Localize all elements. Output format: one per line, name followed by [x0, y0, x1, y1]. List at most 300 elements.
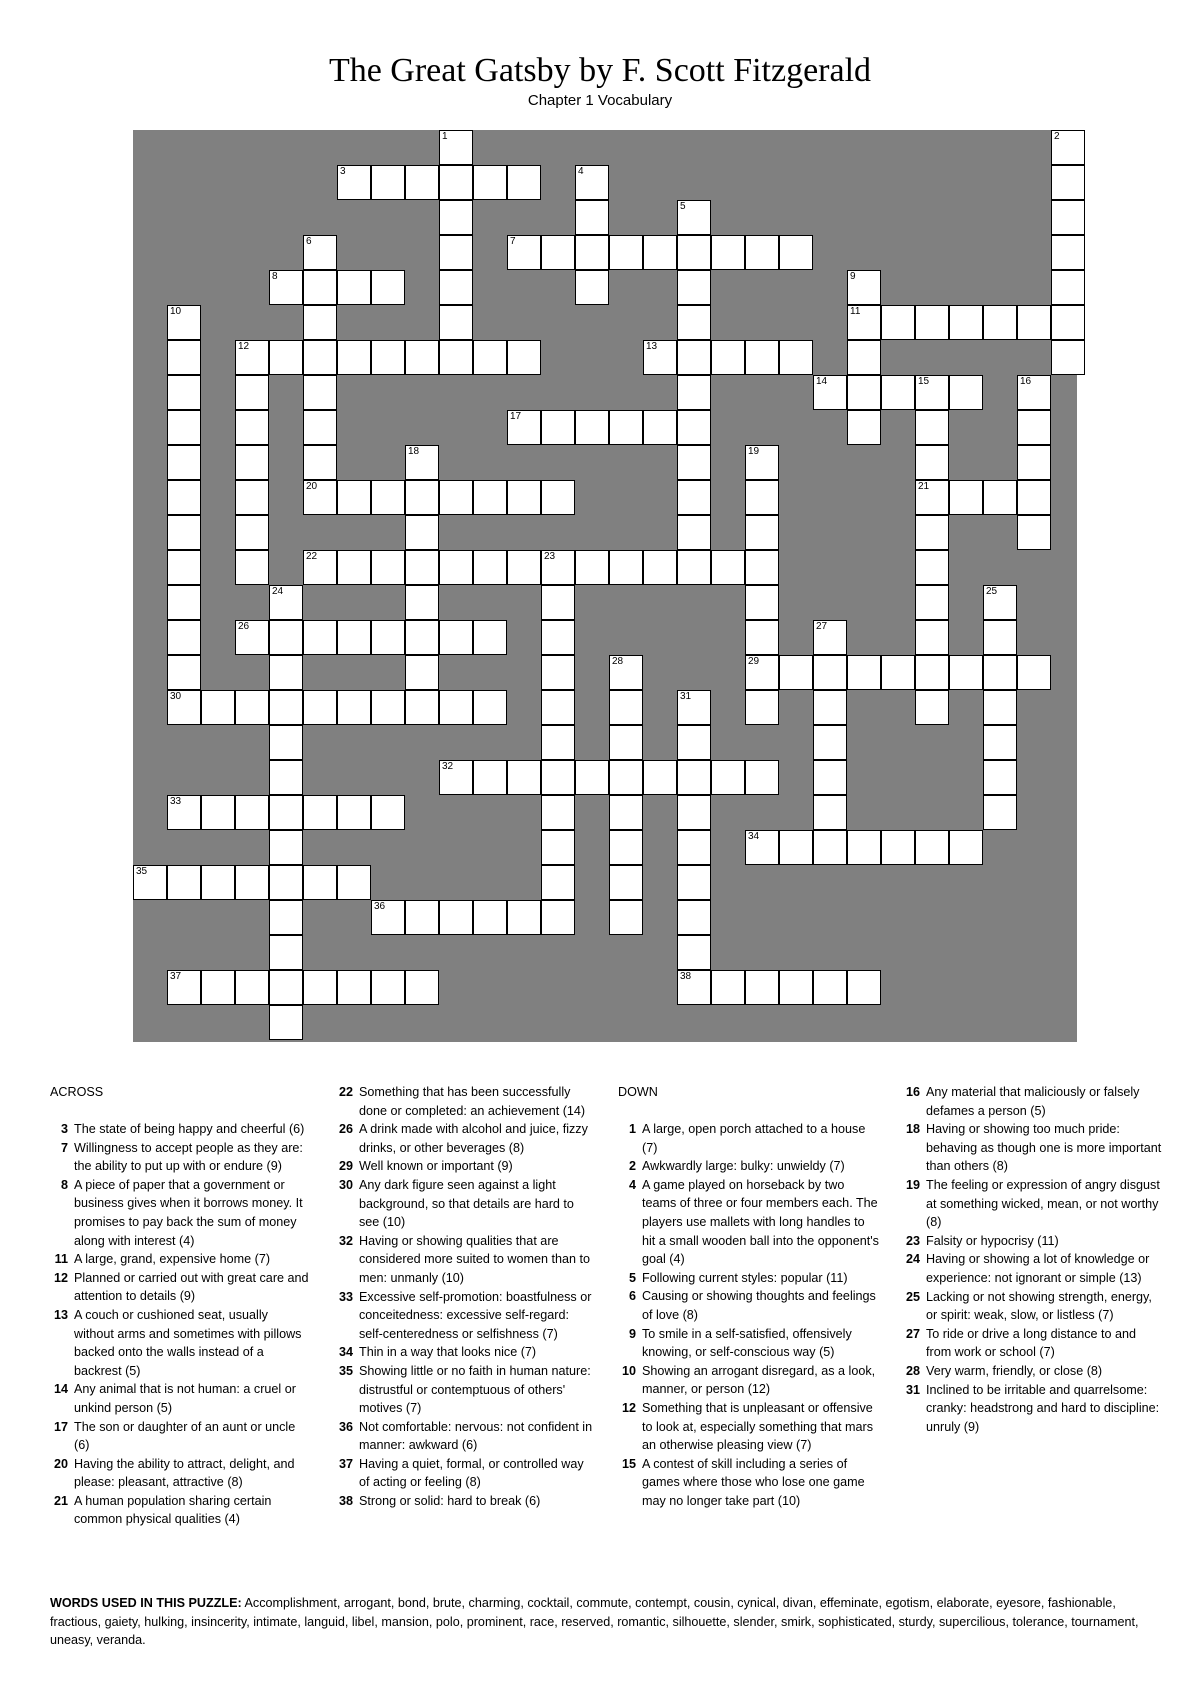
clue-text: A large, open porch attached to a house (7)	[642, 1122, 866, 1155]
grid-cell[interactable]	[711, 550, 745, 585]
grid-cell[interactable]	[507, 410, 541, 445]
grid-cell[interactable]	[915, 830, 949, 865]
grid-cell[interactable]	[779, 235, 813, 270]
grid-cell[interactable]	[1017, 375, 1051, 410]
grid-cell[interactable]	[167, 970, 201, 1005]
grid-cell[interactable]	[405, 690, 439, 725]
grid-cell[interactable]	[235, 865, 269, 900]
grid-cell[interactable]	[337, 340, 371, 375]
grid-cell[interactable]	[235, 970, 269, 1005]
grid-cell[interactable]	[983, 620, 1017, 655]
grid-cell[interactable]	[847, 270, 881, 305]
grid-cell[interactable]	[915, 445, 949, 480]
grid-cell[interactable]	[371, 620, 405, 655]
cell-number: 4	[578, 166, 584, 177]
grid-cell[interactable]	[167, 655, 201, 690]
grid-cell[interactable]	[1051, 200, 1085, 235]
grid-cell[interactable]	[1051, 270, 1085, 305]
grid-cell[interactable]	[269, 865, 303, 900]
grid-cell[interactable]	[915, 690, 949, 725]
grid-cell[interactable]	[609, 900, 643, 935]
grid-cell[interactable]	[677, 410, 711, 445]
grid-cell[interactable]	[269, 900, 303, 935]
grid-cell[interactable]	[949, 830, 983, 865]
grid-cell[interactable]	[303, 690, 337, 725]
grid-cell[interactable]	[813, 620, 847, 655]
grid-cell[interactable]	[575, 165, 609, 200]
grid-cell[interactable]	[643, 760, 677, 795]
grid-cell[interactable]	[677, 900, 711, 935]
clue-text: Excessive self-promotion: boastfulness or conceitedness: excessive self-regard: self-centeredness or selfishness (7)	[359, 1289, 592, 1341]
grid-cell[interactable]	[745, 235, 779, 270]
grid-cell[interactable]	[303, 270, 337, 305]
grid-cell[interactable]	[235, 410, 269, 445]
grid-cell[interactable]	[337, 480, 371, 515]
grid-cell[interactable]	[371, 795, 405, 830]
grid-cell[interactable]	[677, 235, 711, 270]
grid-cell[interactable]	[405, 585, 439, 620]
grid-cell[interactable]	[677, 445, 711, 480]
grid-cell[interactable]	[677, 200, 711, 235]
grid-cell[interactable]	[167, 620, 201, 655]
clue-number: 33	[338, 1289, 353, 1304]
grid-cell[interactable]	[847, 340, 881, 375]
grid-cell[interactable]	[881, 305, 915, 340]
grid-cell[interactable]	[609, 655, 643, 690]
grid-cell[interactable]	[473, 550, 507, 585]
grid-cell[interactable]	[677, 795, 711, 830]
grid-cell[interactable]	[439, 340, 473, 375]
grid-cell[interactable]	[303, 235, 337, 270]
grid-cell[interactable]	[167, 480, 201, 515]
cell-number: 7	[510, 236, 516, 247]
grid-cell[interactable]	[1017, 655, 1051, 690]
grid-cell[interactable]	[405, 340, 439, 375]
grid-cell[interactable]	[677, 830, 711, 865]
cell-number: 11	[850, 306, 861, 317]
grid-cell[interactable]	[745, 655, 779, 690]
grid-cell[interactable]	[439, 900, 473, 935]
grid-cell[interactable]	[915, 375, 949, 410]
grid-cell[interactable]	[303, 480, 337, 515]
clue-number: 25	[905, 1289, 920, 1304]
grid-cell[interactable]	[745, 445, 779, 480]
grid-cell[interactable]	[745, 830, 779, 865]
grid-cell[interactable]	[269, 690, 303, 725]
grid-cell[interactable]	[439, 130, 473, 165]
down-heading: DOWN	[618, 1085, 658, 1099]
grid-cell[interactable]	[779, 970, 813, 1005]
clue-text: Any material that maliciously or falsely defames a person (5)	[926, 1085, 1140, 1118]
grid-cell[interactable]	[949, 655, 983, 690]
grid-cell[interactable]	[405, 480, 439, 515]
across-heading: ACROSS	[50, 1085, 104, 1099]
grid-cell[interactable]	[269, 970, 303, 1005]
word-bank-list: Accomplishment, arrogant, bond, brute, charming, cocktail, commute, contempt, cousin, cynical, divan, effeminate, egotism, elaborate, eyesore, fashionable, fractious, gaiety, hulking, insincerity, intimate, languid, libel, mansion, polo, prominent, race, reserved, romantic, silhouette, slender, smirk, sophisticated, sturdy, supercilious, tolerance, tournament, uneasy, veranda.	[50, 1596, 1139, 1648]
grid-cell[interactable]	[745, 760, 779, 795]
across-clue	[335, 1232, 595, 1288]
grid-cell[interactable]	[167, 515, 201, 550]
grid-cell[interactable]	[269, 340, 303, 375]
grid-cell[interactable]	[541, 830, 575, 865]
grid-cell[interactable]	[269, 760, 303, 795]
grid-cell[interactable]	[371, 480, 405, 515]
grid-cell[interactable]	[847, 970, 881, 1005]
grid-cell[interactable]	[983, 480, 1017, 515]
grid-cell[interactable]	[473, 900, 507, 935]
cell-number: 25	[986, 586, 998, 597]
across-clue	[50, 1492, 310, 1529]
grid-cell[interactable]	[541, 620, 575, 655]
grid-cell[interactable]	[609, 690, 643, 725]
grid-cell[interactable]	[915, 515, 949, 550]
across-clue	[335, 1120, 595, 1157]
grid-cell[interactable]	[609, 795, 643, 830]
grid-cell[interactable]	[983, 690, 1017, 725]
grid-cell[interactable]	[269, 830, 303, 865]
grid-cell[interactable]	[711, 760, 745, 795]
grid-cell[interactable]	[541, 760, 575, 795]
grid-cell[interactable]	[235, 375, 269, 410]
grid-cell[interactable]	[575, 200, 609, 235]
grid-cell[interactable]	[711, 340, 745, 375]
grid-cell[interactable]	[541, 795, 575, 830]
grid-cell[interactable]	[167, 690, 201, 725]
grid-cell[interactable]	[303, 620, 337, 655]
cell-number: 26	[238, 621, 250, 632]
grid-cell[interactable]	[677, 305, 711, 340]
grid-cell[interactable]	[473, 165, 507, 200]
down-clue	[618, 1362, 880, 1399]
grid-cell[interactable]	[711, 970, 745, 1005]
grid-cell[interactable]	[541, 690, 575, 725]
across-clue	[50, 1418, 310, 1455]
grid-cell[interactable]	[337, 620, 371, 655]
grid-cell[interactable]	[303, 410, 337, 445]
grid-cell[interactable]	[507, 165, 541, 200]
grid-cell[interactable]	[269, 725, 303, 760]
grid-cell[interactable]	[269, 1005, 303, 1040]
grid-cell[interactable]	[915, 550, 949, 585]
grid-cell[interactable]	[541, 900, 575, 935]
grid-cell[interactable]	[303, 865, 337, 900]
grid-cell[interactable]	[439, 200, 473, 235]
grid-cell[interactable]	[337, 970, 371, 1005]
grid-cell[interactable]	[983, 760, 1017, 795]
grid-cell[interactable]	[745, 550, 779, 585]
grid-cell[interactable]	[439, 270, 473, 305]
grid-cell[interactable]	[813, 375, 847, 410]
grid-cell[interactable]	[643, 410, 677, 445]
grid-cell[interactable]	[983, 585, 1017, 620]
grid-cell[interactable]	[439, 305, 473, 340]
grid-cell[interactable]	[949, 480, 983, 515]
grid-cell[interactable]	[405, 970, 439, 1005]
grid-cell[interactable]	[541, 235, 575, 270]
grid-cell[interactable]	[371, 970, 405, 1005]
grid-cell[interactable]	[405, 900, 439, 935]
clue-number: 24	[905, 1252, 920, 1267]
grid-cell[interactable]	[167, 795, 201, 830]
grid-cell[interactable]	[405, 550, 439, 585]
grid-cell[interactable]	[813, 795, 847, 830]
grid-cell[interactable]	[643, 550, 677, 585]
grid-cell[interactable]	[167, 550, 201, 585]
grid-cell[interactable]	[779, 655, 813, 690]
grid-cell[interactable]	[847, 375, 881, 410]
grid-cell[interactable]	[269, 795, 303, 830]
grid-cell[interactable]	[167, 410, 201, 445]
grid-cell[interactable]	[337, 165, 371, 200]
grid-cell[interactable]	[541, 585, 575, 620]
grid-cell[interactable]	[167, 375, 201, 410]
grid-cell[interactable]	[915, 655, 949, 690]
down-clue	[902, 1083, 1164, 1120]
grid-cell[interactable]	[439, 760, 473, 795]
grid-cell[interactable]	[1017, 445, 1051, 480]
grid-cell[interactable]	[167, 865, 201, 900]
grid-cell[interactable]	[269, 620, 303, 655]
grid-cell[interactable]	[779, 340, 813, 375]
grid-cell[interactable]	[371, 550, 405, 585]
grid-cell[interactable]	[847, 830, 881, 865]
grid-cell[interactable]	[439, 480, 473, 515]
grid-cell[interactable]	[201, 690, 235, 725]
grid-cell[interactable]	[609, 760, 643, 795]
grid-cell[interactable]	[541, 410, 575, 445]
grid-cell[interactable]	[371, 270, 405, 305]
grid-cell[interactable]	[541, 725, 575, 760]
grid-cell[interactable]	[303, 375, 337, 410]
grid-cell[interactable]	[1051, 235, 1085, 270]
grid-cell[interactable]	[167, 305, 201, 340]
grid-cell[interactable]	[405, 445, 439, 480]
grid-cell[interactable]	[609, 235, 643, 270]
grid-cell[interactable]	[167, 445, 201, 480]
grid-cell[interactable]	[201, 865, 235, 900]
grid-cell[interactable]	[813, 690, 847, 725]
cell-number: 10	[170, 306, 182, 317]
grid-cell[interactable]	[677, 340, 711, 375]
grid-cell[interactable]	[303, 445, 337, 480]
grid-cell[interactable]	[167, 340, 201, 375]
grid-cell[interactable]	[677, 480, 711, 515]
grid-cell[interactable]	[303, 340, 337, 375]
grid-cell[interactable]	[405, 165, 439, 200]
grid-cell[interactable]	[643, 340, 677, 375]
grid-cell[interactable]	[575, 235, 609, 270]
grid-cell[interactable]	[541, 655, 575, 690]
grid-cell[interactable]	[609, 865, 643, 900]
grid-cell[interactable]	[949, 305, 983, 340]
grid-cell[interactable]	[881, 830, 915, 865]
grid-cell[interactable]	[201, 970, 235, 1005]
cell-number: 18	[408, 446, 420, 457]
grid-cell[interactable]	[337, 550, 371, 585]
cell-number: 37	[170, 971, 182, 982]
grid-cell[interactable]	[473, 480, 507, 515]
grid-cell[interactable]	[779, 830, 813, 865]
grid-cell[interactable]	[609, 830, 643, 865]
grid-cell[interactable]	[235, 620, 269, 655]
grid-cell[interactable]	[745, 480, 779, 515]
grid-cell[interactable]	[881, 655, 915, 690]
grid-cell[interactable]	[983, 655, 1017, 690]
grid-cell[interactable]	[609, 550, 643, 585]
grid-cell[interactable]	[507, 235, 541, 270]
across-clue	[335, 1288, 595, 1344]
grid-cell[interactable]	[371, 900, 405, 935]
grid-cell[interactable]	[677, 270, 711, 305]
grid-cell[interactable]	[1017, 515, 1051, 550]
grid-cell[interactable]	[439, 165, 473, 200]
clue-text: A human population sharing certain common physical qualities (4)	[74, 1493, 272, 1527]
grid-cell[interactable]	[201, 795, 235, 830]
grid-cell[interactable]	[473, 620, 507, 655]
across-clue	[50, 1306, 310, 1380]
grid-cell[interactable]	[405, 515, 439, 550]
grid-cell[interactable]	[507, 550, 541, 585]
grid-cell[interactable]	[813, 970, 847, 1005]
grid-cell[interactable]	[677, 865, 711, 900]
grid-cell[interactable]	[745, 970, 779, 1005]
grid-cell[interactable]	[371, 690, 405, 725]
grid-cell[interactable]	[473, 340, 507, 375]
grid-cell[interactable]	[847, 410, 881, 445]
grid-cell[interactable]	[337, 690, 371, 725]
grid-cell[interactable]	[541, 865, 575, 900]
grid-cell[interactable]	[1051, 340, 1085, 375]
grid-cell[interactable]	[303, 970, 337, 1005]
grid-cell[interactable]	[983, 305, 1017, 340]
clue-text: To ride or drive a long distance to and from work or school (7)	[926, 1326, 1137, 1360]
grid-cell[interactable]	[439, 550, 473, 585]
grid-cell[interactable]	[303, 550, 337, 585]
grid-cell[interactable]	[677, 725, 711, 760]
grid-cell[interactable]	[439, 690, 473, 725]
grid-cell[interactable]	[813, 655, 847, 690]
grid-cell[interactable]	[915, 410, 949, 445]
grid-cell[interactable]	[303, 795, 337, 830]
grid-cell[interactable]	[677, 550, 711, 585]
grid-cell[interactable]	[983, 795, 1017, 830]
grid-cell[interactable]	[813, 760, 847, 795]
down-clue	[902, 1120, 1164, 1176]
grid-cell[interactable]	[609, 725, 643, 760]
grid-cell[interactable]	[711, 235, 745, 270]
grid-cell[interactable]	[813, 830, 847, 865]
grid-cell[interactable]	[915, 480, 949, 515]
grid-cell[interactable]	[677, 375, 711, 410]
grid-cell[interactable]	[745, 620, 779, 655]
grid-cell[interactable]	[847, 655, 881, 690]
cell-number: 32	[442, 761, 454, 772]
grid-cell[interactable]	[847, 305, 881, 340]
grid-cell[interactable]	[269, 935, 303, 970]
grid-cell[interactable]	[677, 760, 711, 795]
grid-cell[interactable]	[235, 515, 269, 550]
grid-cell[interactable]	[133, 865, 167, 900]
grid-cell[interactable]	[575, 410, 609, 445]
grid-cell[interactable]	[541, 480, 575, 515]
grid-cell[interactable]	[915, 585, 949, 620]
grid-cell[interactable]	[575, 760, 609, 795]
grid-cell[interactable]	[745, 585, 779, 620]
grid-cell[interactable]	[745, 690, 779, 725]
grid-cell[interactable]	[337, 865, 371, 900]
grid-cell[interactable]	[915, 620, 949, 655]
grid-cell[interactable]	[507, 900, 541, 935]
grid-cell[interactable]	[269, 270, 303, 305]
grid-cell[interactable]	[745, 340, 779, 375]
grid-cell[interactable]	[235, 690, 269, 725]
grid-cell[interactable]	[405, 620, 439, 655]
grid-cell[interactable]	[1017, 480, 1051, 515]
grid-cell[interactable]	[235, 480, 269, 515]
clue-text: Well known or important (9)	[359, 1159, 513, 1174]
grid-cell[interactable]	[439, 235, 473, 270]
grid-cell[interactable]	[371, 165, 405, 200]
grid-cell[interactable]	[507, 480, 541, 515]
grid-cell[interactable]	[473, 760, 507, 795]
grid-cell[interactable]	[167, 585, 201, 620]
grid-cell[interactable]	[677, 690, 711, 725]
grid-cell[interactable]	[983, 725, 1017, 760]
down-clue	[902, 1250, 1164, 1287]
grid-cell[interactable]	[643, 235, 677, 270]
clue-text: To smile in a self-satisfied, offensively knowing, or self-conscious way (5)	[642, 1326, 852, 1360]
word-bank	[50, 1594, 1160, 1650]
clue-text: Causing or showing thoughts and feelings of love (8)	[642, 1289, 876, 1322]
cell-number: 1	[442, 131, 448, 142]
grid-cell[interactable]	[1017, 410, 1051, 445]
grid-cell[interactable]	[575, 550, 609, 585]
grid-cell[interactable]	[745, 515, 779, 550]
grid-cell[interactable]	[881, 375, 915, 410]
grid-cell[interactable]	[677, 970, 711, 1005]
grid-cell[interactable]	[371, 340, 405, 375]
grid-cell[interactable]	[473, 690, 507, 725]
grid-cell[interactable]	[337, 270, 371, 305]
grid-cell[interactable]	[235, 795, 269, 830]
grid-cell[interactable]	[405, 655, 439, 690]
grid-cell[interactable]	[677, 935, 711, 970]
grid-cell[interactable]	[1051, 165, 1085, 200]
grid-cell[interactable]	[269, 655, 303, 690]
grid-cell[interactable]	[235, 445, 269, 480]
grid-cell[interactable]	[235, 340, 269, 375]
grid-cell[interactable]	[1051, 130, 1085, 165]
grid-cell[interactable]	[575, 270, 609, 305]
grid-cell[interactable]	[813, 725, 847, 760]
grid-cell[interactable]	[303, 305, 337, 340]
grid-cell[interactable]	[1017, 305, 1051, 340]
grid-cell[interactable]	[235, 550, 269, 585]
grid-cell[interactable]	[915, 305, 949, 340]
clue-text: The state of being happy and cheerful (6)	[74, 1122, 305, 1136]
grid-cell[interactable]	[949, 375, 983, 410]
grid-cell[interactable]	[337, 795, 371, 830]
grid-cell[interactable]	[507, 340, 541, 375]
clue-number: 1	[628, 1122, 636, 1136]
grid-cell[interactable]	[1051, 305, 1085, 340]
grid-cell[interactable]	[439, 620, 473, 655]
grid-cell[interactable]	[541, 550, 575, 585]
grid-cell[interactable]	[609, 410, 643, 445]
grid-cell[interactable]	[507, 760, 541, 795]
grid-cell[interactable]	[269, 585, 303, 620]
grid-cell[interactable]	[677, 515, 711, 550]
